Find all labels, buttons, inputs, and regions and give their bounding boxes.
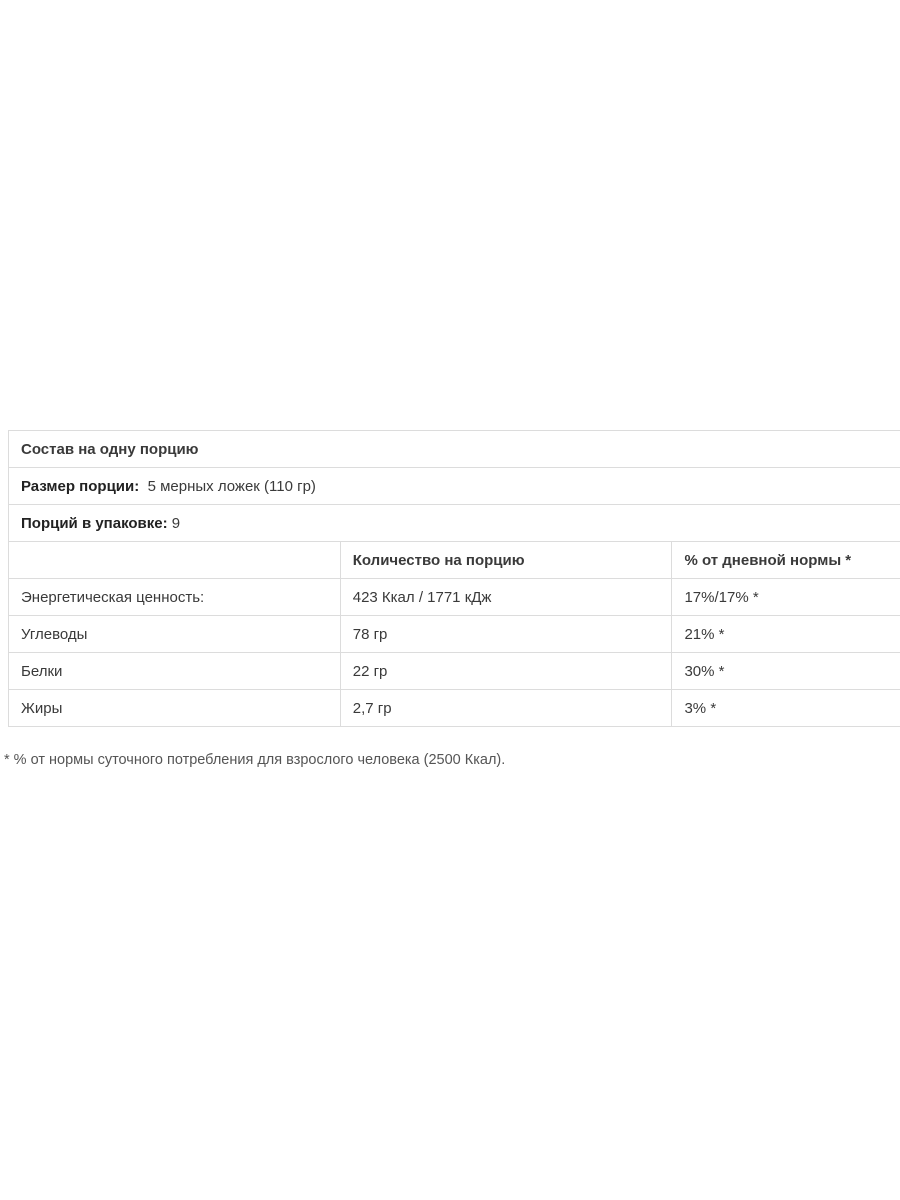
nutrient-name: Энергетическая ценность: (9, 579, 341, 616)
nutrient-amount: 22 гр (340, 653, 672, 690)
nutrient-percent: 3% * (672, 690, 900, 727)
serving-size-cell (9, 468, 900, 505)
table-title-row (9, 431, 900, 468)
servings-per-package-label: Порций в упаковке: (21, 514, 168, 532)
header-amount: Количество на порцию (340, 542, 672, 579)
table-row (9, 653, 900, 690)
nutrient-percent: 30% * (672, 653, 900, 690)
nutrient-percent: 21% * (672, 616, 900, 653)
serving-size-value: 5 мерных ложек (110 гр) (147, 477, 316, 495)
table-row (9, 690, 900, 727)
nutrient-amount: 78 гр (340, 616, 672, 653)
nutrient-name: Жиры (9, 690, 341, 727)
nutrient-name: Углеводы (9, 616, 341, 653)
nutrient-amount: 2,7 гр (340, 690, 672, 727)
nutrient-amount: 423 Ккал / 1771 кДж (340, 579, 672, 616)
table-title: Состав на одну порцию (9, 431, 900, 468)
servings-per-package-cell (9, 505, 900, 542)
nutrient-percent: 17%/17% * (672, 579, 900, 616)
footnote: * % от нормы суточного потребления для взрослого человека (2500 Ккал). (4, 752, 506, 768)
header-name (9, 542, 341, 579)
header-percent: % от дневной нормы * (672, 542, 900, 579)
serving-size-row (9, 468, 900, 505)
servings-per-package-row (9, 505, 900, 542)
nutrient-name: Белки (9, 653, 341, 690)
nutrition-facts-table (8, 430, 900, 727)
servings-per-package-value: 9 (171, 514, 181, 532)
table-row (9, 616, 900, 653)
table-header-row (9, 542, 900, 579)
table-row (9, 579, 900, 616)
serving-size-label: Размер порции: (21, 477, 140, 495)
